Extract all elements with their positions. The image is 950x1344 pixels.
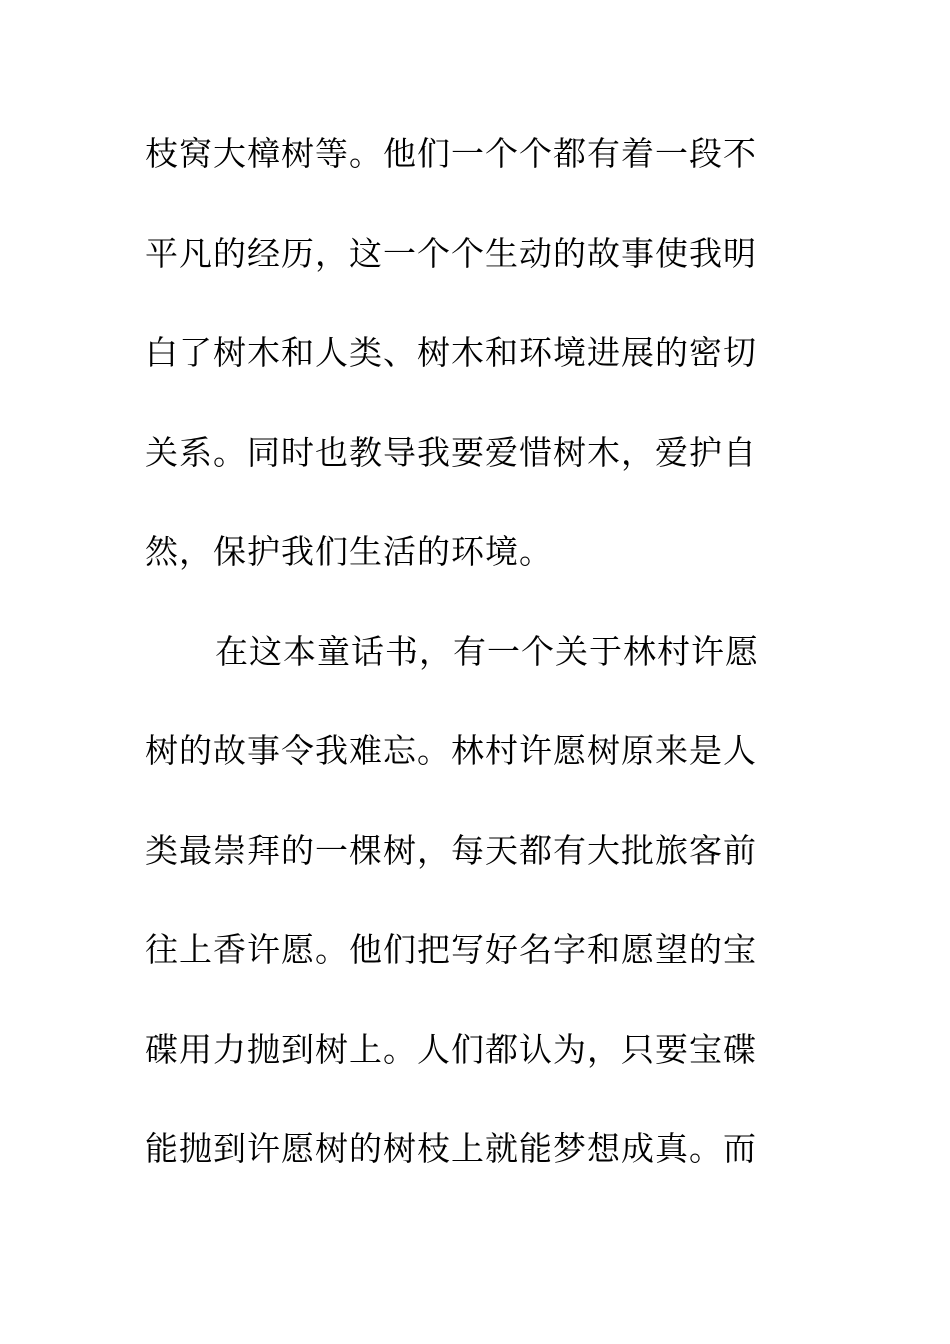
text-line: 类最崇拜的一棵树，每天都有大批旅客前 — [145, 830, 757, 870]
text-line: 白了树木和人类、树木和环境进展的密切 — [145, 333, 757, 372]
text-line: 然，保护我们生活的环境。 — [145, 532, 553, 571]
text-line: 关系。同时也教导我要爱惜树木，爱护自 — [145, 432, 757, 472]
text-line: 树的故事令我难忘。林村许愿树原来是人 — [145, 731, 757, 770]
text-line: 枝窝大樟树等。他们一个个都有着一段不 — [145, 134, 757, 173]
text-line: 能抛到许愿树的树枝上就能梦想成真。而 — [145, 1129, 757, 1168]
body-text — [145, 124, 785, 1219]
paragraph-start-line: 在这本童话书，有一个关于林村许愿 — [215, 631, 759, 671]
text-line: 往上香许愿。他们把写好名字和愿望的宝 — [145, 930, 757, 969]
text-line: 碟用力抛到树上。人们都认为，只要宝碟 — [145, 1029, 757, 1069]
text-line: 平凡的经历，这一个个生动的故事使我明 — [145, 233, 757, 273]
